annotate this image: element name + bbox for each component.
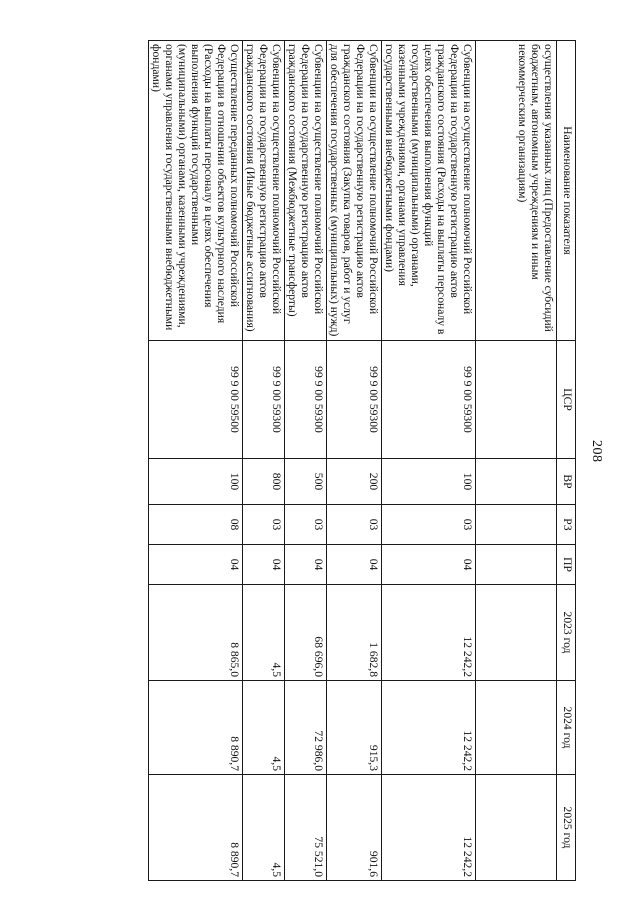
header-2024: 2024 год: [557, 681, 576, 775]
cell-2025: 4,5: [243, 775, 285, 881]
header-vr: ВР: [557, 459, 576, 505]
page-number: 208: [589, 440, 604, 463]
cell-2023: 1 682,8: [327, 585, 382, 681]
cell-name: Субвенции на осуществление полномочий Российской Федерации на государственную регистрацию актов гражданского состояния (Расходы на выплаты персоналу в целях обеспечения выполнения функций государственными (муниципальными) органами, казенными учреждениями, органами управления государственными внебюджетными фондами): [382, 41, 476, 341]
cell-rz: 08: [149, 505, 243, 545]
table-row: [285, 41, 327, 881]
cell-pr: 04: [285, 545, 327, 585]
table-row: [149, 41, 243, 881]
cell-rz: 03: [285, 505, 327, 545]
cell-2024: 8 890,7: [149, 681, 243, 775]
cell-2024: 4,5: [243, 681, 285, 775]
cell-vr: 100: [149, 459, 243, 505]
cell-vr: 800: [243, 459, 285, 505]
header-name: Наименование показателя: [557, 41, 576, 341]
cell-vr: [476, 459, 557, 505]
cell-csr: 99 9 00 59300: [243, 341, 285, 459]
cell-2024: 915,3: [327, 681, 382, 775]
table-row: [476, 41, 557, 881]
table-row: [327, 41, 382, 881]
cell-2023: 12 242,2: [382, 585, 476, 681]
cell-2025: [476, 775, 557, 881]
cell-pr: 04: [382, 545, 476, 585]
cell-pr: 04: [149, 545, 243, 585]
header-2025: 2025 год: [557, 775, 576, 881]
header-pr: ПР: [557, 545, 576, 585]
cell-rz: [476, 505, 557, 545]
cell-rz: 03: [327, 505, 382, 545]
cell-csr: [476, 341, 557, 459]
cell-rz: 03: [243, 505, 285, 545]
cell-2023: 4,5: [243, 585, 285, 681]
cell-pr: 04: [327, 545, 382, 585]
cell-2025: 12 242,2: [382, 775, 476, 881]
cell-2023: [476, 585, 557, 681]
header-2023: 2023 год: [557, 585, 576, 681]
header-rz: РЗ: [557, 505, 576, 545]
cell-2024: [476, 681, 557, 775]
cell-vr: 200: [327, 459, 382, 505]
cell-2025: 75 521,0: [285, 775, 327, 881]
budget-table: [148, 40, 576, 881]
table-row: [243, 41, 285, 881]
cell-name: Субвенции на осуществление полномочий Российской Федерации на государственную регистрацию актов гражданского состояния (Закупка товаров, работ и услуг для обеспечения государственных (муниципальных) нужд): [327, 41, 382, 341]
table-header-row: [557, 41, 576, 881]
cell-2023: 8 865,0: [149, 585, 243, 681]
cell-2023: 68 696,0: [285, 585, 327, 681]
cell-name: Субвенции на осуществление полномочий Российской Федерации на государственную регистрацию актов гражданского состояния (Иные бюджетные ассигнования): [243, 41, 285, 341]
cell-vr: 100: [382, 459, 476, 505]
cell-csr: 99 9 00 59300: [285, 341, 327, 459]
cell-csr: 99 9 00 59500: [149, 341, 243, 459]
cell-pr: 04: [243, 545, 285, 585]
cell-name: осуществления указанных лиц (Предоставление субсидий бюджетным, автономным учреждениям и иным некоммерческим организациям): [476, 41, 557, 341]
cell-name: Субвенции на осуществление полномочий Российской Федерации на государственную регистрацию актов гражданского состояния (Межбюджетные трансферты): [285, 41, 327, 341]
cell-2024: 12 242,2: [382, 681, 476, 775]
cell-name: Осуществление переданных полномочий Российской Федерации в отношении объектов культурного наследия (Расходы на выплаты персоналу в целях обеспечения выполнения функций государственными (муниципальными) органами, казенными учреждениями, органами управления государственными внебюджетными фондами): [149, 41, 243, 341]
cell-2024: 72 986,0: [285, 681, 327, 775]
cell-2025: 8 890,7: [149, 775, 243, 881]
table-row: [382, 41, 476, 881]
cell-csr: 99 9 00 59300: [382, 341, 476, 459]
header-csr: ЦСР: [557, 341, 576, 459]
cell-vr: 500: [285, 459, 327, 505]
cell-csr: 99 9 00 59300: [327, 341, 382, 459]
cell-pr: [476, 545, 557, 585]
cell-2025: 901,6: [327, 775, 382, 881]
cell-rz: 03: [382, 505, 476, 545]
